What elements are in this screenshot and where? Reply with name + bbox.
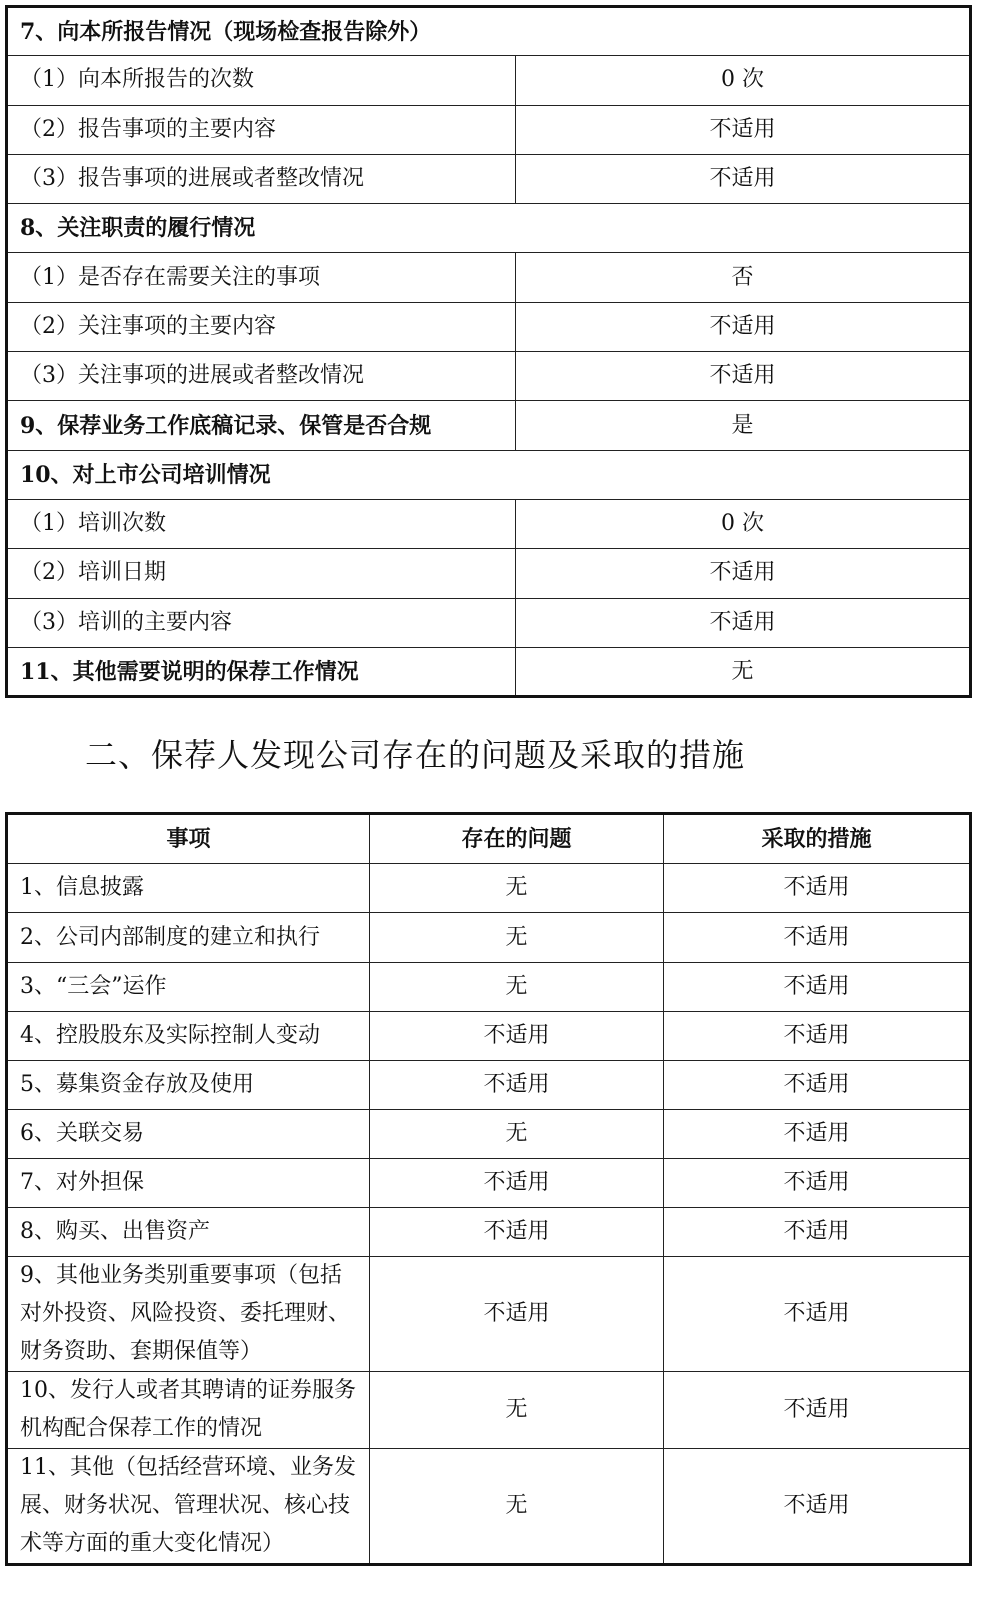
problem-cell: 不适用: [370, 1012, 664, 1061]
row-value: 是: [516, 401, 971, 450]
section-row: [7, 204, 971, 253]
problem-cell: 无: [370, 963, 664, 1012]
row-label: （1）是否存在需要关注的事项: [7, 253, 516, 302]
header-row: [7, 814, 971, 864]
issues-measures-table: [5, 812, 972, 1566]
table-row: [7, 253, 971, 302]
table-row: [7, 864, 971, 913]
table-row: [7, 549, 971, 598]
section-label: 10、对上市公司培训情况: [7, 450, 971, 499]
row-label: （1）向本所报告的次数: [7, 56, 516, 105]
table-row: [7, 963, 971, 1012]
section-label: 7、向本所报告情况（现场检查报告除外）: [7, 7, 971, 56]
measure-cell: 不适用: [664, 1257, 971, 1372]
row-label: （2）关注事项的主要内容: [7, 302, 516, 351]
row-label: （3）报告事项的进展或者整改情况: [7, 154, 516, 203]
section-row: [7, 450, 971, 499]
problem-cell: 不适用: [370, 1061, 664, 1110]
table-row: [7, 1208, 971, 1257]
measure-cell: 不适用: [664, 864, 971, 913]
row-label: （3）关注事项的进展或者整改情况: [7, 352, 516, 401]
problem-cell: 无: [370, 1372, 664, 1449]
measure-cell: 不适用: [664, 1372, 971, 1449]
measure-cell: 不适用: [664, 1449, 971, 1565]
row-label: （2）报告事项的主要内容: [7, 105, 516, 154]
item-cell: 2、公司内部制度的建立和执行: [7, 913, 370, 963]
item-cell: 5、募集资金存放及使用: [7, 1061, 370, 1110]
item-cell: 9、其他业务类别重要事项（包括对外投资、风险投资、委托理财、财务资助、套期保值等）: [7, 1257, 370, 1372]
header-measure: 采取的措施: [664, 814, 971, 864]
header-problem: 存在的问题: [370, 814, 664, 864]
row-value: 0 次: [516, 499, 971, 548]
row-value: 0 次: [516, 56, 971, 105]
table-row: [7, 913, 971, 963]
problem-cell: 无: [370, 913, 664, 963]
measure-cell: 不适用: [664, 1012, 971, 1061]
problem-cell: 无: [370, 1110, 664, 1159]
table-row: [7, 352, 971, 401]
problem-cell: 不适用: [370, 1159, 664, 1208]
row-value: 无: [516, 647, 971, 696]
sponsor-work-table: [5, 5, 972, 698]
item-cell: 10、发行人或者其聘请的证券服务机构配合保荐工作的情况: [7, 1372, 370, 1449]
item-cell: 6、关联交易: [7, 1110, 370, 1159]
table-row: [7, 56, 971, 105]
table-row: [7, 1110, 971, 1159]
section-row: [7, 7, 971, 56]
item-cell: 7、对外担保: [7, 1159, 370, 1208]
table-row: [7, 1061, 971, 1110]
row-value: 不适用: [516, 598, 971, 647]
measure-cell: 不适用: [664, 963, 971, 1012]
row-value: 不适用: [516, 105, 971, 154]
table-row: [7, 302, 971, 351]
item-cell: 4、控股股东及实际控制人变动: [7, 1012, 370, 1061]
measure-cell: 不适用: [664, 1159, 971, 1208]
table-row: [7, 1449, 971, 1565]
row-value: 不适用: [516, 352, 971, 401]
item-cell: 11、其他（包括经营环境、业务发展、财务状况、管理状况、核心技术等方面的重大变化情况）: [7, 1449, 370, 1565]
measure-cell: 不适用: [664, 913, 971, 963]
row-value: 否: [516, 253, 971, 302]
table-row: [7, 1012, 971, 1061]
row-label: 11、其他需要说明的保荐工作情况: [7, 647, 516, 696]
table-row: [7, 1159, 971, 1208]
problem-cell: 无: [370, 864, 664, 913]
section-row: [7, 401, 971, 450]
section-row: [7, 647, 971, 696]
row-label: （3）培训的主要内容: [7, 598, 516, 647]
row-label: 9、保荐业务工作底稿记录、保管是否合规: [7, 401, 516, 450]
problem-cell: 无: [370, 1449, 664, 1565]
table-row: [7, 154, 971, 203]
table-row: [7, 105, 971, 154]
item-cell: 8、购买、出售资产: [7, 1208, 370, 1257]
row-label: （1）培训次数: [7, 499, 516, 548]
measure-cell: 不适用: [664, 1061, 971, 1110]
row-value: 不适用: [516, 549, 971, 598]
item-cell: 3、“三会”运作: [7, 963, 370, 1012]
table-row: [7, 598, 971, 647]
table-row: [7, 1257, 971, 1372]
row-value: 不适用: [516, 302, 971, 351]
item-cell: 1、信息披露: [7, 864, 370, 913]
measure-cell: 不适用: [664, 1110, 971, 1159]
row-value: 不适用: [516, 154, 971, 203]
table-row: [7, 499, 971, 548]
row-label: （2）培训日期: [7, 549, 516, 598]
section-heading: 二、保荐人发现公司存在的问题及采取的措施: [85, 736, 746, 774]
measure-cell: 不适用: [664, 1208, 971, 1257]
problem-cell: 不适用: [370, 1208, 664, 1257]
header-item: 事项: [7, 814, 370, 864]
section-label: 8、关注职责的履行情况: [7, 204, 971, 253]
problem-cell: 不适用: [370, 1257, 664, 1372]
table-row: [7, 1372, 971, 1449]
